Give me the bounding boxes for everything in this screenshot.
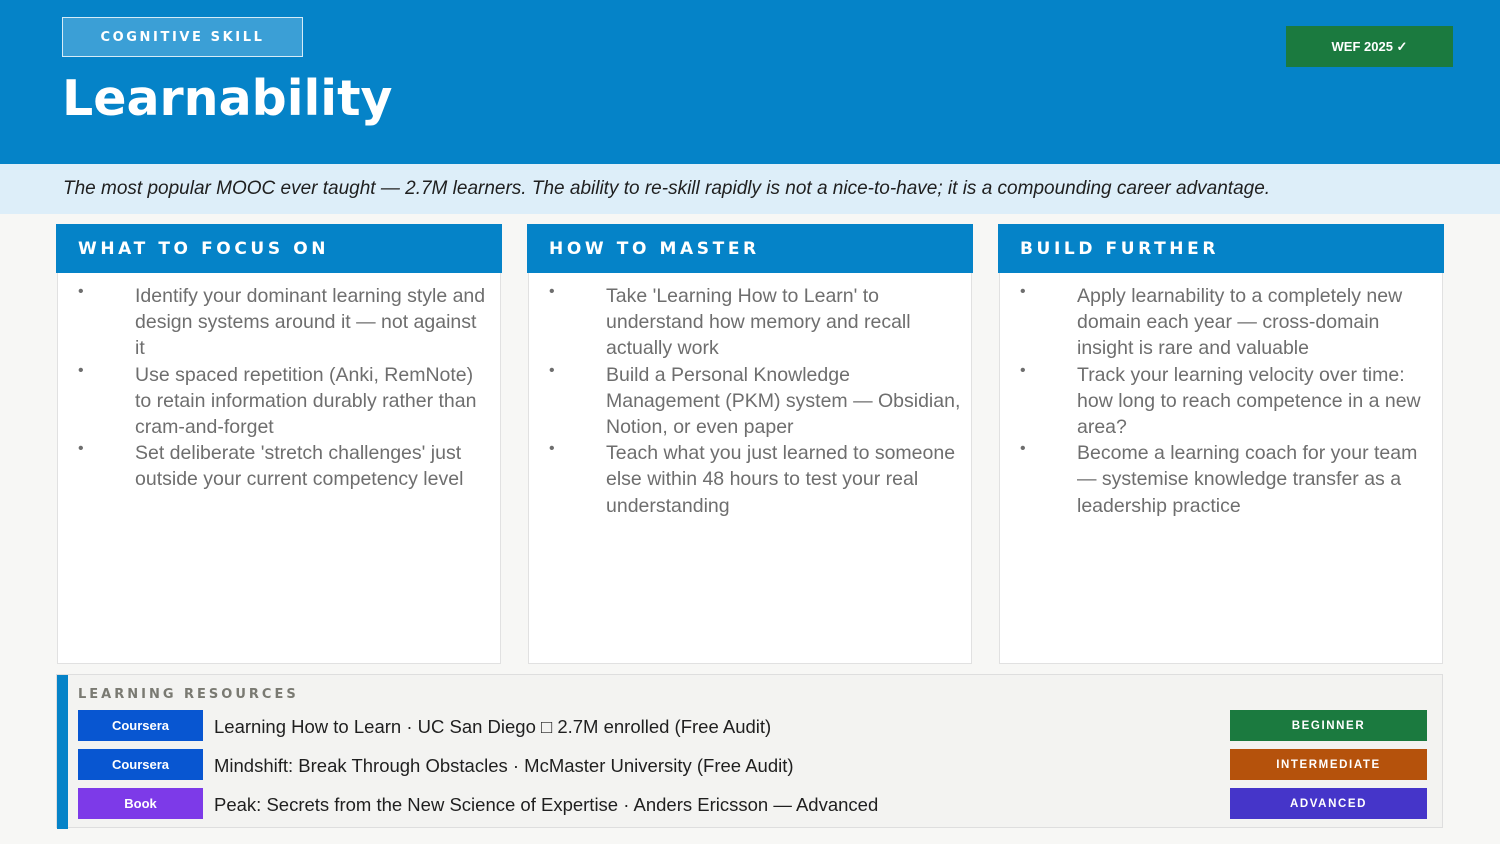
card-what-to-focus-on <box>56 224 502 664</box>
learning-resources-panel <box>56 674 1443 828</box>
card-body <box>528 273 972 664</box>
card-title: BUILD FURTHER <box>998 224 1444 273</box>
list-item <box>1000 440 1444 519</box>
tagline-bar <box>0 164 1500 214</box>
card-how-to-master <box>527 224 973 664</box>
list-item <box>58 283 502 362</box>
resources-title: LEARNING RESOURCES <box>78 687 299 702</box>
list-item-text: Build a Personal Knowledge Management (PKM) system — Obsidian, Notion, or even paper <box>606 363 961 439</box>
list-item <box>58 362 502 441</box>
resource-row[interactable] <box>78 749 1427 781</box>
list-item-text: Identify your dominant learning style and design systems around it — not against it <box>135 285 486 360</box>
list-item-text: Become a learning coach for your team — systemise knowledge transfer as a leadership practice <box>1077 442 1418 517</box>
list-item-text: Teach what you just learned to someone else within 48 hours to test your real understanding <box>606 442 956 517</box>
accent-bar <box>57 675 68 829</box>
page-title: Learnability <box>62 70 393 127</box>
header-banner <box>0 0 1500 164</box>
list-item-text: Track your learning velocity over time: how long to reach competence in a new area? <box>1077 363 1421 439</box>
resource-row[interactable] <box>78 710 1427 742</box>
bullet-icon: • <box>78 440 84 458</box>
card-body <box>999 273 1443 664</box>
bullet-icon: • <box>78 283 84 300</box>
list-item-text: Apply learnability to a completely new domain each year — cross-domain insight is rare and valuable <box>1077 285 1403 360</box>
list-item-text: Use spaced repetition (Anki, RemNote) to retain information durably rather than cram-and-forget <box>135 363 477 439</box>
level-badge: ADVANCED <box>1230 788 1427 819</box>
provider-badge: Coursera <box>78 749 203 780</box>
card-body <box>57 273 501 664</box>
provider-badge: Book <box>78 788 203 819</box>
list-item <box>1000 283 1444 362</box>
bullet-icon: • <box>1020 283 1026 300</box>
list-item-text: Set deliberate 'stretch challenges' just outside your current competency level <box>135 442 464 491</box>
list-item <box>1000 362 1444 441</box>
list-item-text: Take 'Learning How to Learn' to understand how memory and recall actually work <box>606 285 911 360</box>
bullet-icon: • <box>1020 361 1026 379</box>
bullet-icon: • <box>1020 440 1026 458</box>
provider-badge: Coursera <box>78 710 203 741</box>
bullet-icon: • <box>549 283 555 300</box>
list-item <box>529 440 973 519</box>
level-badge: INTERMEDIATE <box>1230 749 1427 780</box>
card-title: WHAT TO FOCUS ON <box>56 224 502 273</box>
list-item <box>58 440 502 492</box>
list-item <box>529 283 973 362</box>
resource-title[interactable]: Mindshift: Break Through Obstacles · McMaster University (Free Audit) <box>214 755 794 776</box>
list-item <box>529 362 973 441</box>
bullet-list <box>529 283 973 519</box>
wef-badge: WEF 2025 ✓ <box>1286 26 1453 67</box>
category-tag: COGNITIVE SKILL <box>62 17 303 57</box>
bullet-list <box>58 283 502 493</box>
bullet-list <box>1000 283 1444 519</box>
card-title: HOW TO MASTER <box>527 224 973 273</box>
card-build-further <box>998 224 1444 664</box>
resource-title[interactable]: Peak: Secrets from the New Science of Expertise · Anders Ericsson — Advanced <box>214 794 879 815</box>
bullet-icon: • <box>549 440 555 458</box>
resource-title[interactable]: Learning How to Learn · UC San Diego □ 2.7M enrolled (Free Audit) <box>214 716 772 737</box>
bullet-icon: • <box>549 361 555 379</box>
level-badge: BEGINNER <box>1230 710 1427 741</box>
resource-row[interactable] <box>78 788 1427 820</box>
bullet-icon: • <box>78 361 84 379</box>
tagline: The most popular MOOC ever taught — 2.7M learners. The ability to re-skill rapidly is not a nice-to-have; it is a compounding career advantage. <box>63 178 1271 199</box>
